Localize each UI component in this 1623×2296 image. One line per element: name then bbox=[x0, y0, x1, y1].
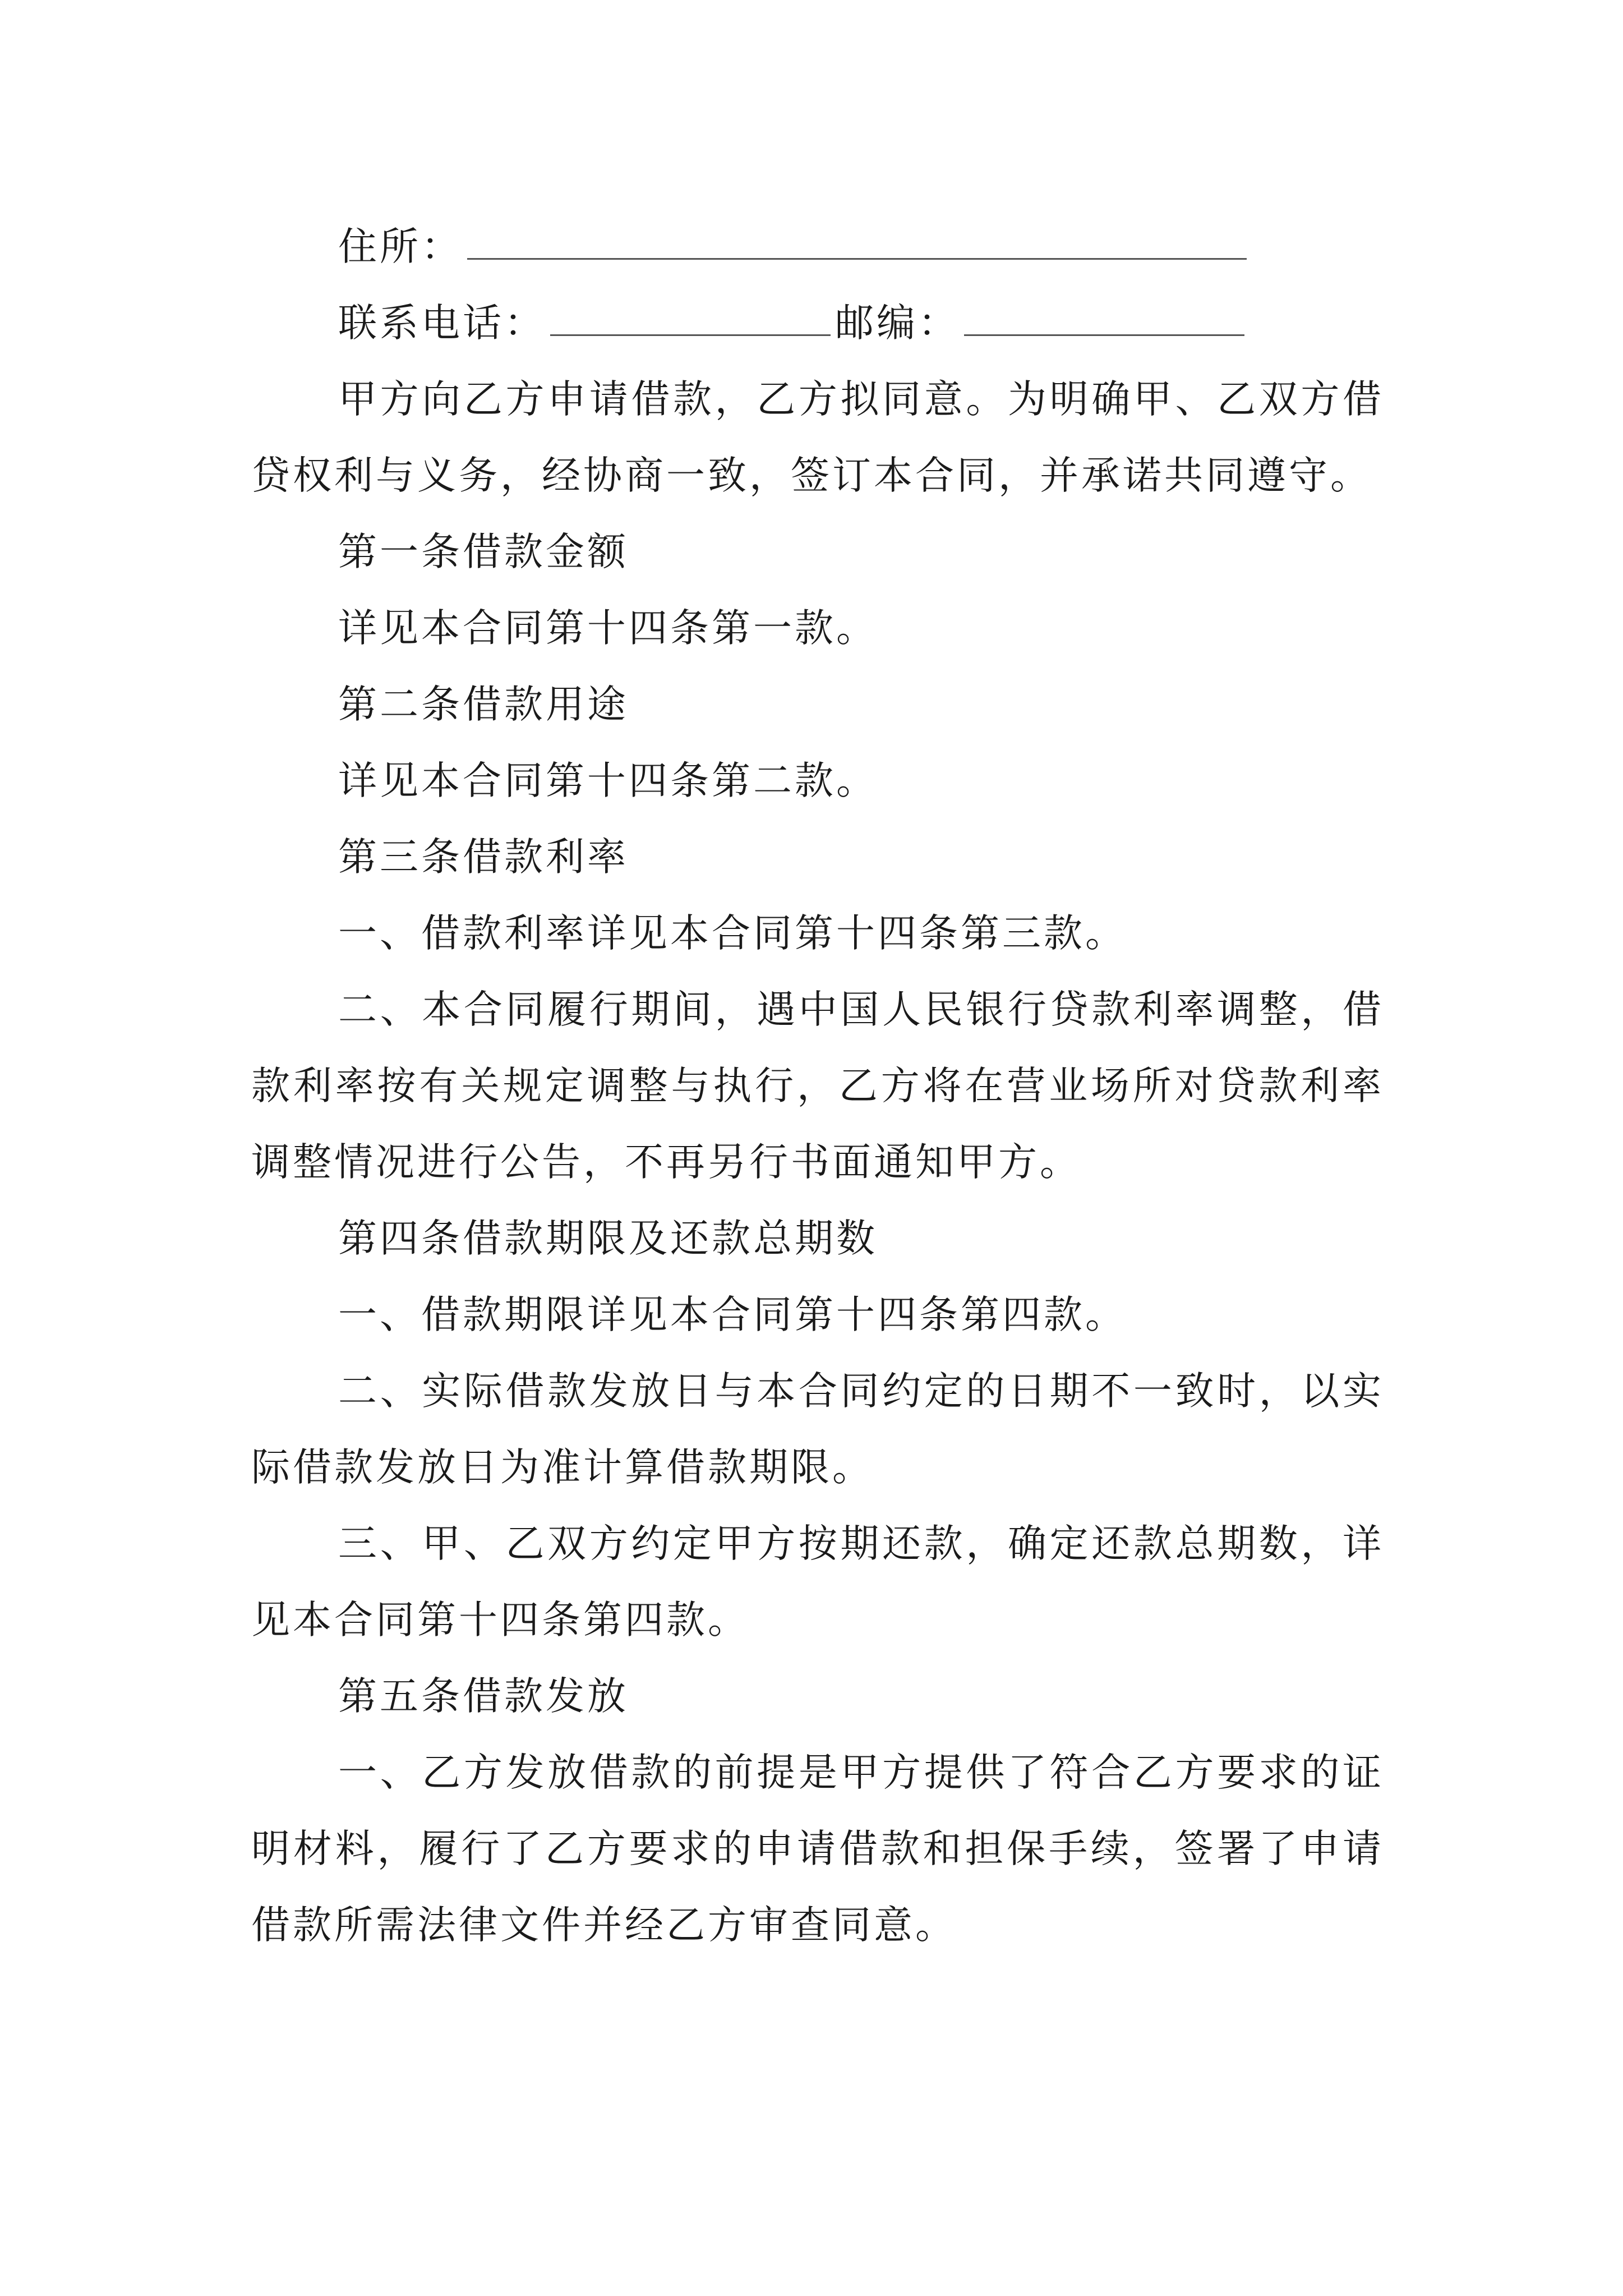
address-label: 住所： bbox=[338, 224, 463, 269]
article-5-title: 第五条借款发放 bbox=[338, 1674, 629, 1719]
intro-paragraph: 甲方向乙方申请借款，乙方拟同意。为明确甲、乙双方借贷权利与义务，经协商一致，签订本合同，并承诺共同遵守。 bbox=[251, 377, 1384, 498]
article-4-clause-2: 二、实际借款发放日与本合同约定的日期不一致时，以实际借款发放日为准计算借款期限。 bbox=[251, 1369, 1384, 1490]
phone-blank bbox=[550, 312, 831, 336]
contract-body bbox=[251, 209, 1384, 1963]
address-row bbox=[251, 209, 1384, 285]
phone-label: 联系电话： bbox=[338, 301, 546, 346]
address-blank bbox=[467, 236, 1247, 260]
article-5-clause-1: 一、乙方发放借款的前提是甲方提供了符合乙方要求的证明材料，履行了乙方要求的申请借款和担保手续，签署了申请借款所需法律文件并经乙方审查同意。 bbox=[251, 1750, 1384, 1948]
zip-blank bbox=[964, 312, 1244, 336]
contact-row bbox=[251, 285, 1384, 361]
article-2-text: 详见本合同第十四条第二款。 bbox=[338, 758, 878, 803]
article-3-clause-1: 一、借款利率详见本合同第十四条第三款。 bbox=[338, 911, 1127, 956]
article-4-clause-3: 三、甲、乙双方约定甲方按期还款，确定还款总期数，详见本合同第十四条第四款。 bbox=[251, 1521, 1384, 1642]
article-4-clause-1: 一、借款期限详见本合同第十四条第四款。 bbox=[338, 1292, 1127, 1337]
article-4-title: 第四条借款期限及还款总期数 bbox=[338, 1216, 878, 1261]
article-3-clause-2: 二、本合同履行期间，遇中国人民银行贷款利率调整，借款利率按有关规定调整与执行，乙方将在营业场所对贷款利率调整情况进行公告，不再另行书面通知甲方。 bbox=[251, 987, 1384, 1185]
article-1-text: 详见本合同第十四条第一款。 bbox=[338, 606, 878, 651]
article-2-title: 第二条借款用途 bbox=[338, 682, 629, 727]
article-3-title: 第三条借款利率 bbox=[338, 835, 629, 880]
article-1-title: 第一条借款金额 bbox=[338, 530, 629, 574]
zip-label: 邮编： bbox=[835, 301, 960, 346]
